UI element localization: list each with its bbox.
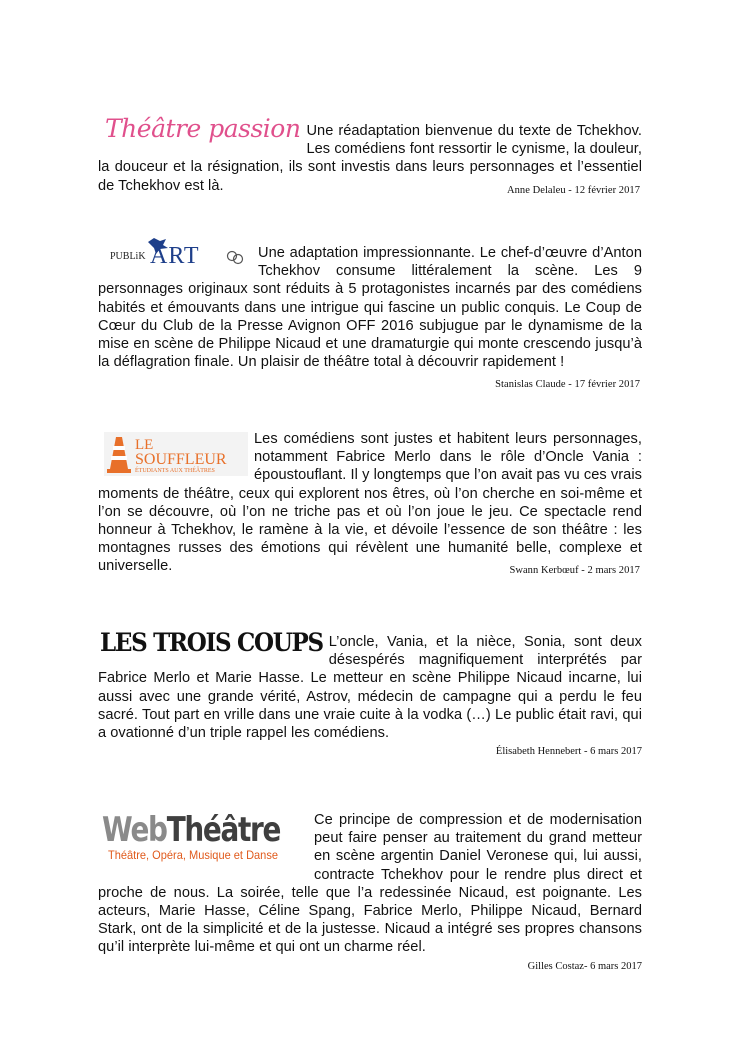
review-signature: Gilles Costaz- 6 mars 2017: [527, 960, 642, 972]
review-text: Une réadaptation bienvenue du texte de Tchekhov. Les comédiens font ressortir le cynisme, la douleur, la douceur et la résignation, ils sont investis dans leurs personnages et l’essentiel de Tchekhov est là.: [98, 123, 642, 194]
logo-line3: ÉTUDIANTS AUX THÉÂTRES: [135, 468, 215, 474]
review-signature: Swann Kerbœuf - 2 mars 2017: [509, 565, 640, 577]
cone-base: [107, 469, 131, 473]
review-signature: Élisabeth Hennebert - 6 mars 2017: [495, 746, 642, 758]
review-webtheatre: [98, 811, 642, 972]
review-signature: Anne Delaleu - 12 février 2017: [507, 184, 640, 196]
publikart-logo-mark: [110, 236, 252, 272]
review-text: L’oncle, Vania, et la nièce, Sonia, sont deux désespérés magnifiquement interprétés par Fabrice Merlo et Marie Hasse. Le metteur en scène Philippe Nicaud incarne, lui aussi avec une grande vérité, Astrov, médecin de campagne qui a perdu le feu sacré. Tout part en vrille dans une vraie cuite à la vodka (…) Le public était ravi, qui a ovationné d’un triple rappel les comédiens.: [98, 634, 642, 742]
review-text: Les comédiens sont justes et habitent leurs personnages, notamment Fabrice Merlo dans le rôle d’Oncle Vania : époustouflant. Il y longtemps que l’on avait pas vu ces vrais moments de théâtre, ceux qui explorent nos êtres, où l’on cherche en soi-même et l’on se découvre, où l’on ne triche pas et où l’on joue le jeu. Ce spectacle rend honneur à Tchekhov, le ramène à la vie, et dévoile l’essence de son théâtre : les montagnes russes des émotions qui révèlent une humanité belle, complexe et universelle.: [98, 431, 642, 575]
le-souffleur-logo: [104, 432, 248, 476]
theatre-passion-logo: Théâtre passion: [105, 114, 301, 143]
review-signature: Stanislas Claude - 17 février 2017: [495, 379, 640, 391]
cone-stripe-2: [111, 456, 127, 460]
les-trois-coups-logo: LES TROIS COUPS: [100, 627, 323, 658]
review-les-trois-coups: [98, 627, 642, 758]
webtheatre-logo: [102, 810, 308, 873]
review-publikart: [98, 244, 642, 395]
webtheatre-subtitle: Théâtre, Opéra, Musique et Danse: [108, 848, 278, 862]
review-theatre-passion: [98, 114, 642, 200]
review-text: Ce principe de compression et de modernisation peut faire penser au traitement du grand metteur en scène argentin Daniel Veronese qui, lui aussi, contracte Tchekhov pour le rendre plus direct et proche de nous. La soirée, telle que l’a redessinée Nicaud, est poignante. Les acteurs, Marie Hasse, Céline Spang, Fabrice Merlo, Philippe Nicaud, Bernard Stark, ont de la simplicité et de la justesse. Nicaud a intégré ses propres chansons qu’il interprète lui-même et qui ont un charme réel.: [98, 812, 642, 956]
logo-line1: LE: [135, 437, 154, 453]
publik-text: PUBLiK: [110, 251, 146, 262]
theatre-text: Théâtre: [166, 810, 281, 850]
review-text: Une adaptation impressionnante. Le chef-d’œuvre d’Anton Tchekhov consume littéralement la scène. Les 9 personnages originaux sont réduits à 5 protagonistes incarnés par des comédiens habités et émouvants dans une intrigue qui fascine un public conquis. Le Coup de Cœur du Club de la Presse Avignon OFF 2016 subjugue par le dynamisme de la mise en scène de Philippe Nicaud et une dramaturgie qui monte crescendo jusqu’à la déflagration finale. Un plaisir de théâtre total à découvrir rapidement !: [98, 245, 642, 371]
le-souffleur-logo-mark: [104, 432, 248, 476]
logo-line2: SOUFFLEUR: [135, 451, 227, 468]
publikart-logo: [110, 236, 252, 272]
cone-stripe: [113, 446, 125, 450]
art-text: ART: [150, 243, 200, 269]
review-le-souffleur: [98, 430, 642, 581]
web-text: Web: [102, 810, 167, 850]
